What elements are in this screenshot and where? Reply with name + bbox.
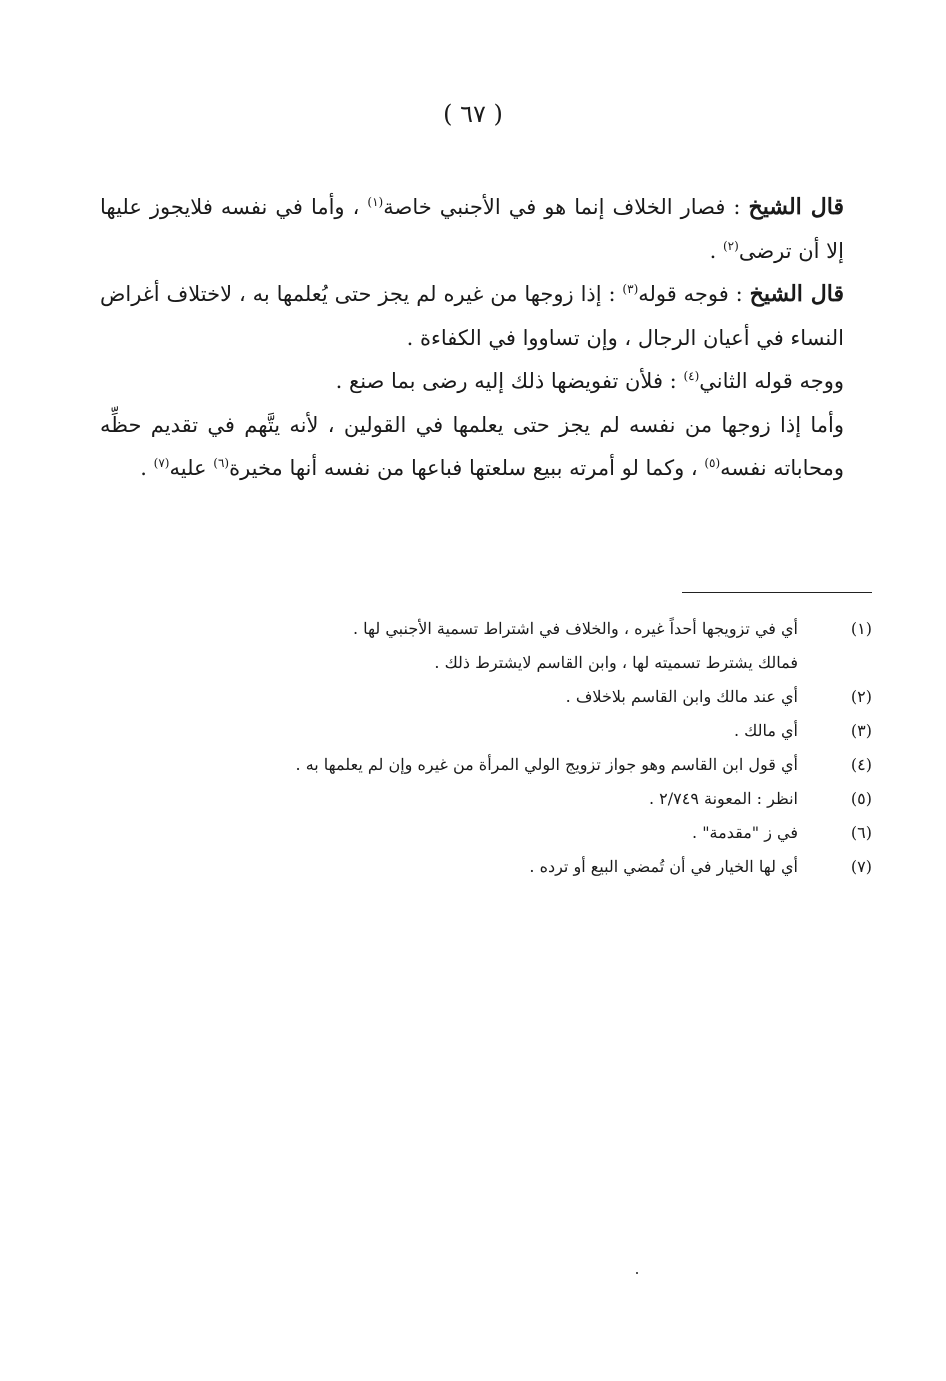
text-segment: : فصار الخلاف إنما هو في الأجنبي خاصة	[383, 195, 749, 219]
footnote-text: أي في تزويجها أحداً غيره ، والخلاف في اشتراط تسمية الأجنبي لها .	[352, 619, 798, 638]
page-number: ( ٦٧ )	[443, 100, 503, 128]
footnote-text: أي لها الخيار في أن تُمضي البيع أو ترده .	[529, 857, 798, 876]
footnote-number: (٦)	[850, 823, 872, 842]
footnote-ref[interactable]: (٢)	[722, 238, 739, 253]
footnote-ref[interactable]: (٤)	[683, 369, 700, 383]
footnote-number: (٤)	[850, 755, 872, 774]
text-segment: وأما إذا زوجها من نفسه لم يجز حتى يعلمها في القولين ، لأنه يتَّهم في تقديم حظِّه ومحاباته نفسه	[100, 412, 844, 480]
main-text	[100, 186, 844, 491]
footnote-text: أي عند مالك وابن القاسم بلاخلاف .	[565, 687, 798, 706]
footnote-number: (٥)	[850, 789, 872, 808]
footnote-number: (٣)	[850, 721, 872, 740]
footnote-ref[interactable]: (٥)	[704, 456, 721, 470]
text-segment: : فلأن تفويضها ذلك إليه رضى بما صنع .	[335, 369, 684, 393]
text-segment: عليه	[169, 456, 214, 480]
footnote-item	[200, 748, 872, 782]
footnote-text: أي مالك .	[733, 721, 798, 740]
speaker-label: قال الشيخ	[749, 281, 844, 307]
speaker-label: قال الشيخ	[748, 194, 844, 220]
text-segment: .	[709, 238, 723, 263]
paragraph-3	[100, 360, 844, 404]
footnote-ref[interactable]: (٣)	[622, 282, 639, 296]
paragraph-1	[100, 186, 844, 273]
footnote-number: (١)	[850, 619, 872, 638]
footnotes-list	[200, 612, 872, 884]
footnote-number	[798, 646, 872, 680]
text-segment: ، وأما في نفسه فلايجوز عليها إلا أن ترضى	[100, 195, 844, 263]
footnote-item	[200, 850, 872, 884]
footnote-text: أي قول ابن القاسم وهو جواز تزويج الولي المرأة من غيره وإن لم يعلمها به .	[295, 755, 798, 774]
footnote-item	[200, 816, 872, 850]
footnote-ref[interactable]: (٦)	[213, 456, 230, 470]
text-segment: .	[140, 456, 154, 480]
text-segment: ، وكما لو أمرته ببيع سلعتها فباعها من نفسه أنها مخيرة	[229, 456, 705, 480]
text-segment: : إذا زوجها من غيره لم يجز حتى يُعلمها به ، لاختلاف أغراض النساء في أعيان الرجال ، وإن تساووا في الكفاءة .	[100, 282, 844, 350]
footnote-separator	[682, 592, 872, 593]
footnote-ref[interactable]: (١)	[367, 195, 384, 209]
footnote-number: (٢)	[850, 687, 872, 706]
footnote-text: انظر : المعونة ٢/٧٤٩ .	[648, 789, 798, 808]
footnote-item	[200, 782, 872, 816]
paragraph-2	[100, 273, 844, 360]
footnote-item	[200, 714, 872, 748]
footnote-item	[200, 612, 872, 646]
text-segment: : فوجه قوله	[638, 282, 750, 306]
footnote-text: في ز "مقدمة" .	[692, 823, 798, 842]
footnote-text: فمالك يشترط تسميته لها ، وابن القاسم لايشترط ذلك .	[434, 653, 798, 672]
footnote-ref[interactable]: (٧)	[153, 456, 170, 470]
scan-speck	[636, 1272, 638, 1274]
footnote-item	[200, 680, 872, 714]
text-segment: ووجه قوله الثاني	[699, 369, 844, 393]
footnote-item	[200, 646, 872, 680]
paragraph-4	[100, 404, 844, 491]
footnote-number: (٧)	[850, 857, 872, 876]
